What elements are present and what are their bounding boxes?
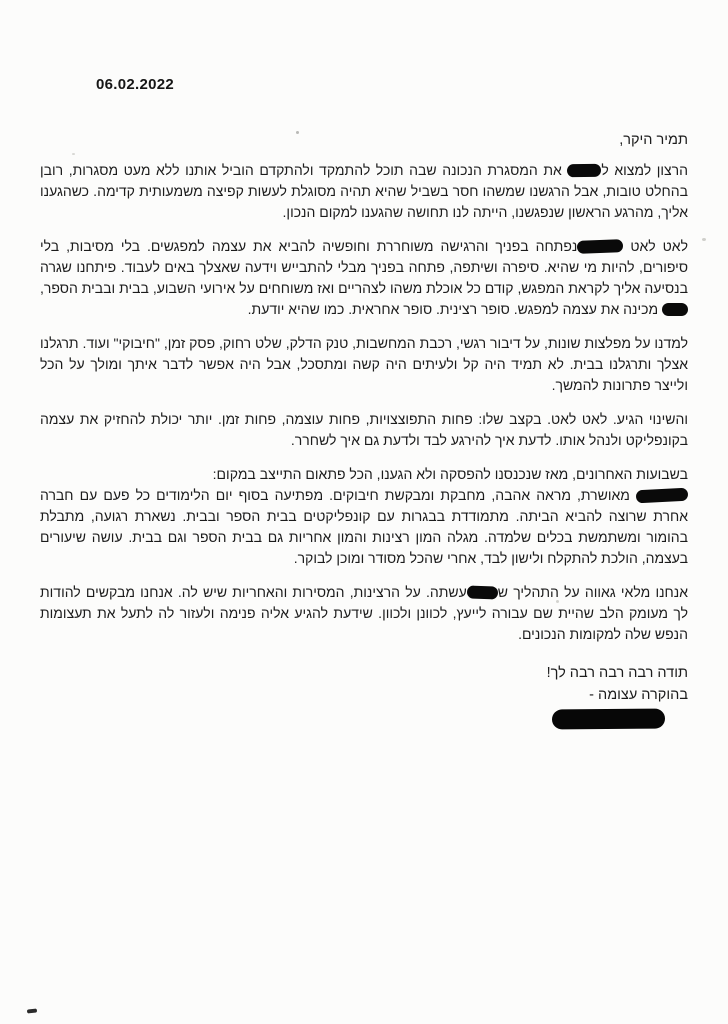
scan-speck [556,600,559,603]
closing-thanks: תודה רבה רבה רבה לך! [546,665,688,681]
paragraph-2-text-before: לאט לאט [623,238,688,254]
paragraph-1-text-after: את המסגרת הנכונה שבה תוכל להתמקד ולהתקדם הוביל אותנו ללא מעט מסגרות, רובן בהחלט טובות, אבל הרגשנו שמשהו חסר בשביל שהיא תהיה מסוגלת לעשות קפיצה משמעותית קדימה. כשהגענו אליך, מהרגע הראשון שנפגשנו, הייתה לנו תחושה שהגענו למקום הנכון. [40,162,688,220]
paragraph-5-intro: בשבועות האחרונים, מאז שנכנסנו להפסקה ולא הגענו, הכל פתאום התייצב במקום: [212,466,688,482]
paragraph-6 [40,582,688,645]
paragraph-6-text-after: עשתה. על הרצינות, המסירות והאחריות שיש לה. אנחנו מבקשים להודות לך מעומק הלב שהיית שם עבורה לייעץ, לכוונן ולכוון. שידעת להגיע אליה פנימה ולעזור לה לתעל את תעצומות הנפש שלה למקומות הנכונים. [40,584,688,642]
closing-regards: בהוקרה עצומה - [589,687,688,703]
scan-speck [296,131,299,134]
redacted-name-mark [577,239,623,254]
letter-greeting: תמיר היקר, [619,132,688,148]
redacted-name-mark [636,488,689,504]
redacted-signature-mark [552,709,665,730]
scan-speck [72,153,75,155]
redacted-name-mark [567,164,601,178]
paragraph-6-text-before: אנחנו מלאי גאווה על התהליך ש [497,584,688,600]
paragraph-4: והשינוי הגיע. לאט לאט. בקצב שלו: פחות התפוצצויות, פחות עוצמה, פחות זמן. יותר יכולת להחזיק את עצמה בקונפליקט ולנהל אותו. לדעת איך להירגע לבד ולדעת גם איך לשחרר. [40,411,688,448]
letter-date: 06.02.2022 [96,76,175,93]
paragraph-2-text-after: מכינה את עצמה למפגש. סופר רצינית. סופר אחראית. כמו שהיא יודעת. [247,301,662,317]
paragraph-3: למדנו על מפלצות שונות, על דיבור רגשי, רכבת המחשבות, טנק הדלק, שלט רחוק, פסק זמן, "חיבוקי" ועוד. תרגלנו אצלך ותרגלנו בבית. לא תמיד היה קל ולעיתים היה קשה ומתסכל, אבל היה אפשר לדבר איתך ומולך על הכל ולייצר פתרונות להמשך. [40,335,688,393]
letter-closing [40,662,688,729]
paragraph-1-text-before: הרצון למצוא ל [601,162,689,178]
paragraph-5 [40,485,688,569]
redacted-name-mark [467,585,498,599]
redacted-name-mark [662,303,688,316]
paragraph-2-text-middle: נפתחה בפניך והרגישה משוחררת וחופשיה להביא את עצמה למפגשים. בלי מסיבות, בלי סיפורים, להיות מי שהיא. סיפרה ושיתפה, פתחה בפניך מבלי להתבייש וידעה שאצלך באים לעבוד. פיתחנו שגרה בנסיעה אליך לקראת המפגש, קודם כל אוכלת משהו לצהריים ואז משוחחים על אירועי השבוע, בבית ובבית הספר, [40,238,688,296]
scan-speck [702,238,706,241]
paragraph-1 [40,160,688,223]
paragraph-5-text: מאושרת, מראה אהבה, מחבקת ומבקשת חיבוקים. מפתיעה בסוף יום הלימודים כל פעם עם חברה אחרת שרוצה להביא הביתה. מתמודדת בבגרות עם קונפליקטים בבית הספר ובבית. נשארת רגועה, מתבלת בהומור ומשתמשת בכלים שלמדה. מגלה המון רצינות והמון אחריות גם בבית הספר וגם בבית. עושה שיעורים בעצמה, הולכת להתקלח ולישון לבד, אחרי שהכל מסודר ומוכן לבוקר. [40,487,688,566]
scan-speck [27,1008,37,1013]
paragraph-2 [40,236,688,320]
